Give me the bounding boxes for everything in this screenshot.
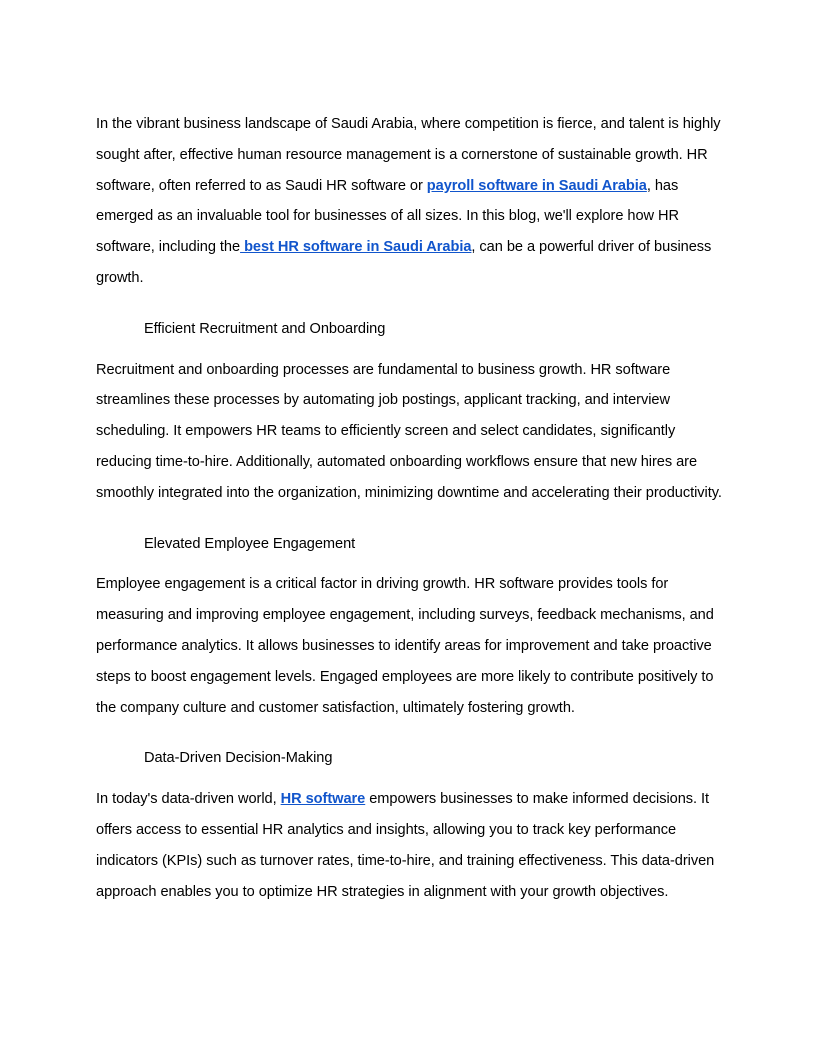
section-body-engagement: Employee engagement is a critical factor in driving growth. HR software provides tools for measuring and improving employee engagement, including surveys, feedback mechanisms, and performance analytics. It allows businesses to identify areas for improvement and take proactive steps to boost engagement levels. Engaged employees are more likely to contribute positively to the company culture and customer satisfaction, ultimately fostering growth. (96, 576, 714, 716)
intro-text-3: , can be a powerful driver of business growth. (96, 239, 712, 286)
section-heading-decision-making: Data-Driven Decision-Making (144, 750, 333, 767)
best-hr-software-link[interactable]: best HR software in Saudi Arabia (240, 239, 472, 256)
section-body-recruitment: Recruitment and onboarding processes are fundamental to business growth. HR software streamlines these processes by automating job postings, applicant tracking, and interview scheduling. It empowers HR teams to efficiently screen and select candidates, significantly reducing time-to-hire. Additionally, automated onboarding workflows ensure that new hires are smoothly integrated into the organization, minimizing downtime and accelerating their productivity. (96, 361, 722, 501)
decision-text-1: In today's data-driven world, (96, 791, 281, 808)
section-heading-recruitment: Efficient Recruitment and Onboarding (144, 320, 386, 337)
payroll-software-link[interactable]: payroll software in Saudi Arabia (426, 177, 647, 194)
section-heading-engagement: Elevated Employee Engagement (144, 535, 356, 552)
hr-software-link[interactable]: HR software (280, 791, 366, 808)
document-page (96, 109, 726, 907)
intro-paragraph (96, 109, 726, 294)
decision-text-2: empowers businesses to make informed decisions. It offers access to essential HR analytics and insights, allowing you to track key performance indicators (KPIs) such as turnover rates, time-to-hire, and training effectiveness. This data-driven approach enables you to optimize HR strategies in alignment with your growth objectives. (96, 791, 715, 900)
intro-text-1: In the vibrant business landscape of Saudi Arabia, where competition is fierce, and talent is highly sought after, effective human resource management is a cornerstone of sustainable growth. HR software, often referred to as Saudi HR software or (96, 116, 721, 194)
section-body-decision-making (96, 784, 726, 907)
intro-text-2: , has emerged as an invaluable tool for businesses of all sizes. In this blog, we'll explore how HR software, including the (96, 177, 680, 256)
